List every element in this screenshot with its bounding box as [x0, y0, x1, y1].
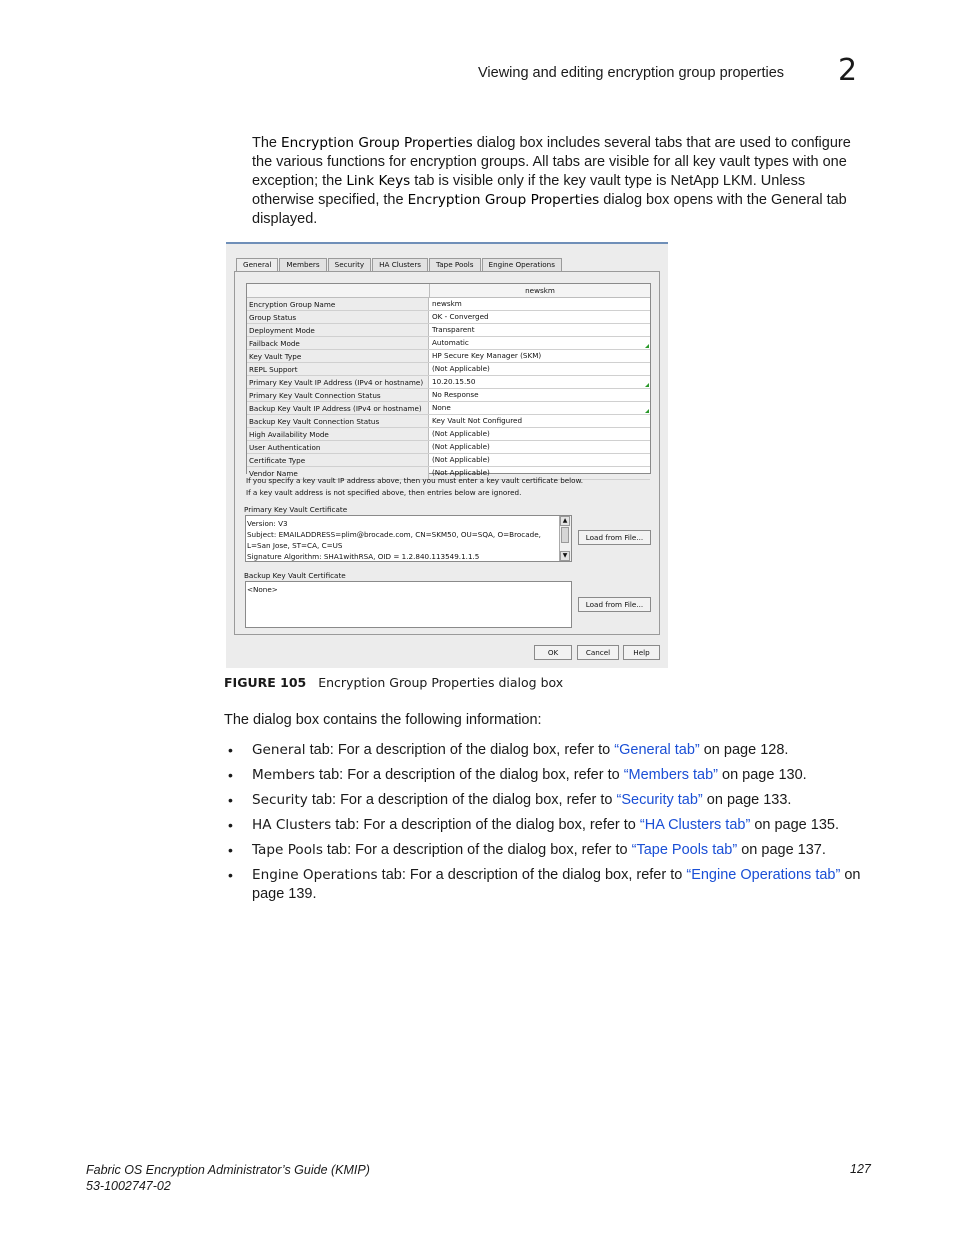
tab-name: Engine Operations — [252, 867, 378, 883]
cancel-button[interactable]: Cancel — [577, 645, 619, 660]
cross-reference-link[interactable]: “Members tab” — [623, 767, 718, 783]
property-value: No Response — [432, 390, 479, 399]
property-value: (Not Applicable) — [432, 442, 490, 451]
table-header — [247, 284, 650, 298]
tab-bar — [236, 258, 563, 271]
bullet-icon: • — [228, 867, 233, 883]
property-name: Primary Key Vault IP Address (IPv4 or hostname) — [247, 376, 429, 388]
tab-members[interactable]: Members — [279, 258, 326, 271]
bullet-icon: • — [228, 792, 233, 808]
description-text: tab: For a description of the dialog box, refer to — [315, 767, 624, 783]
table-row — [247, 350, 650, 363]
figure-title: Encryption Group Properties dialog box — [318, 675, 564, 690]
page-reference: on page 133. — [702, 792, 792, 808]
page-reference: on page 137. — [737, 842, 826, 858]
figure-caption — [224, 675, 563, 690]
cross-reference-link[interactable]: “Engine Operations tab” — [686, 867, 841, 883]
intro-paragraph — [252, 134, 867, 229]
table-row — [247, 311, 650, 324]
footer-doc-id: 53-1002747-02 — [86, 1179, 171, 1193]
table-row — [247, 402, 650, 415]
list-item — [226, 841, 876, 860]
scroll-down-icon[interactable]: ▼ — [560, 551, 570, 561]
scroll-thumb[interactable] — [561, 527, 569, 543]
load-backup-cert-button[interactable]: Load from File... — [578, 597, 651, 612]
property-value: HP Secure Key Manager (SKM) — [432, 351, 542, 360]
backup-cert-textarea[interactable]: <None> — [245, 581, 572, 628]
property-name: Key Vault Type — [247, 350, 429, 362]
tab-name: Members — [252, 767, 315, 783]
footer-left — [86, 1162, 370, 1194]
property-value: (Not Applicable) — [432, 455, 490, 464]
tab-ha-clusters[interactable]: HA Clusters — [372, 258, 428, 271]
list-item — [226, 816, 876, 835]
list-item — [226, 766, 876, 785]
editable-indicator-icon — [645, 409, 649, 413]
footer-title: Fabric OS Encryption Administrator’s Guide (KMIP) — [86, 1163, 370, 1177]
table-row — [247, 324, 650, 337]
property-value[interactable]: Automatic — [432, 338, 469, 347]
cross-reference-link[interactable]: “HA Clusters tab” — [639, 817, 751, 833]
note-line: If you specify a key vault IP address above, then you must enter a key vault certificate below. — [246, 476, 584, 485]
page-number: 127 — [850, 1162, 871, 1176]
description-text: tab: For a description of the dialog box, refer to — [377, 867, 687, 883]
property-value[interactable]: 10.20.15.50 — [432, 377, 476, 386]
page-reference: on page 128. — [699, 742, 789, 758]
bullet-icon: • — [228, 767, 233, 783]
note-line: If a key vault address is not specified above, then entries below are ignored. — [246, 488, 522, 497]
property-value: (Not Applicable) — [432, 468, 490, 477]
table-row — [247, 389, 650, 402]
property-name: Failback Mode — [247, 337, 429, 349]
page-reference: on page 135. — [750, 817, 839, 833]
bullet-icon: • — [228, 742, 233, 758]
encryption-group-properties-dialog — [226, 242, 668, 668]
property-value: Transparent — [432, 325, 475, 334]
description-text: tab: For a description of the dialog box, refer to — [307, 792, 617, 808]
editable-indicator-icon — [645, 344, 649, 348]
property-value: OK - Converged — [432, 312, 489, 321]
cross-reference-link[interactable]: “Security tab” — [616, 792, 703, 808]
cross-reference-link[interactable]: “Tape Pools tab” — [631, 842, 738, 858]
table-row — [247, 454, 650, 467]
bullet-icon: • — [228, 842, 233, 858]
description-text: tab: For a description of the dialog box, refer to — [305, 742, 615, 758]
property-name: Primary Key Vault Connection Status — [247, 389, 429, 401]
text-run: tab is visible only if the key vault type is NetApp LKM. Unless otherwise specified, the — [252, 173, 806, 208]
running-header-title: Viewing and editing encryption group properties — [478, 65, 785, 81]
property-name: Vendor Name — [247, 467, 429, 479]
info-intro: The dialog box contains the following information: — [224, 712, 542, 728]
tab-name: General — [252, 742, 306, 758]
ok-button[interactable]: OK — [534, 645, 572, 660]
ui-term: Link Keys — [346, 173, 411, 189]
ui-term: Encryption Group Properties — [407, 192, 600, 208]
tab-name: Security — [252, 792, 308, 808]
column-header: newskm — [525, 286, 555, 295]
header-spacer — [247, 284, 430, 297]
tab-name: HA Clusters — [252, 817, 332, 833]
list-item — [226, 791, 876, 810]
table-row — [247, 298, 650, 311]
text-run: dialog box opens with the General tab displayed. — [252, 192, 847, 227]
property-value: Key Vault Not Configured — [432, 416, 523, 425]
table-row — [247, 337, 650, 350]
property-value: newskm — [432, 299, 462, 308]
property-value: (Not Applicable) — [432, 429, 490, 438]
chapter-number: 2 — [838, 53, 858, 88]
property-name: Deployment Mode — [247, 324, 429, 336]
list-item — [226, 866, 876, 904]
property-value[interactable]: None — [432, 403, 451, 412]
table-row — [247, 428, 650, 441]
property-name: REPL Support — [247, 363, 429, 375]
scroll-up-icon[interactable]: ▲ — [560, 516, 570, 526]
property-name: User Authentication — [247, 441, 429, 453]
table-row — [247, 441, 650, 454]
tab-general[interactable]: General — [236, 258, 278, 272]
property-name: Backup Key Vault Connection Status — [247, 415, 429, 427]
ui-term: Encryption Group Properties — [281, 135, 473, 151]
property-name: Group Status — [247, 311, 429, 323]
table-row — [247, 363, 650, 376]
property-name: Encryption Group Name — [247, 298, 429, 310]
cert-line: Subject: EMAILADDRESS=plim@brocade.com, CN=SKM50, OU=SQA, O=Brocade, — [247, 530, 541, 539]
general-tab-panel — [234, 271, 660, 635]
table-row — [247, 376, 650, 389]
description-text: tab: For a description of the dialog box, refer to — [322, 842, 632, 858]
help-button[interactable]: Help — [623, 645, 660, 660]
tab-description-list — [226, 741, 876, 910]
tab-engine-operations[interactable]: Engine Operations — [482, 258, 562, 271]
property-value: (Not Applicable) — [432, 364, 490, 373]
load-primary-cert-button[interactable]: Load from File... — [578, 530, 651, 545]
figure-label: FIGURE 105 — [224, 675, 307, 690]
page-reference: on page 130. — [717, 767, 807, 783]
bullet-icon: • — [228, 817, 233, 833]
cert-line: Signature Algorithm: SHA1withRSA, OID = 1.2.840.113549.1.1.5 — [247, 552, 480, 561]
cert-line: L=San Jose, ST=CA, C=US — [247, 541, 343, 550]
description-text: tab: For a description of the dialog box, refer to — [331, 817, 640, 833]
tab-name: Tape Pools — [252, 842, 323, 858]
vertical-scrollbar[interactable] — [559, 516, 571, 561]
cross-reference-link[interactable]: “General tab” — [614, 742, 700, 758]
cert-line: Version: V3 — [247, 519, 288, 528]
primary-cert-label: Primary Key Vault Certificate — [244, 505, 348, 514]
property-name: Backup Key Vault IP Address (IPv4 or hostname) — [247, 402, 429, 414]
table-row — [247, 415, 650, 428]
tab-tape-pools[interactable]: Tape Pools — [429, 258, 481, 271]
list-item — [226, 741, 876, 760]
primary-cert-textarea[interactable] — [245, 515, 572, 562]
backup-cert-label: Backup Key Vault Certificate — [244, 571, 346, 580]
property-name: Certificate Type — [247, 454, 429, 466]
editable-indicator-icon — [645, 383, 649, 387]
page-reference: on page 139. — [252, 867, 861, 902]
table-body — [247, 298, 650, 480]
properties-table — [246, 283, 651, 478]
text-run: dialog box includes several tabs that are used to configure the various functions for encryption groups. All tabs are visible for all key vault types with one exception; the — [252, 135, 851, 189]
text-run: The — [252, 135, 282, 151]
property-name: High Availability Mode — [247, 428, 429, 440]
tab-security[interactable]: Security — [328, 258, 372, 271]
